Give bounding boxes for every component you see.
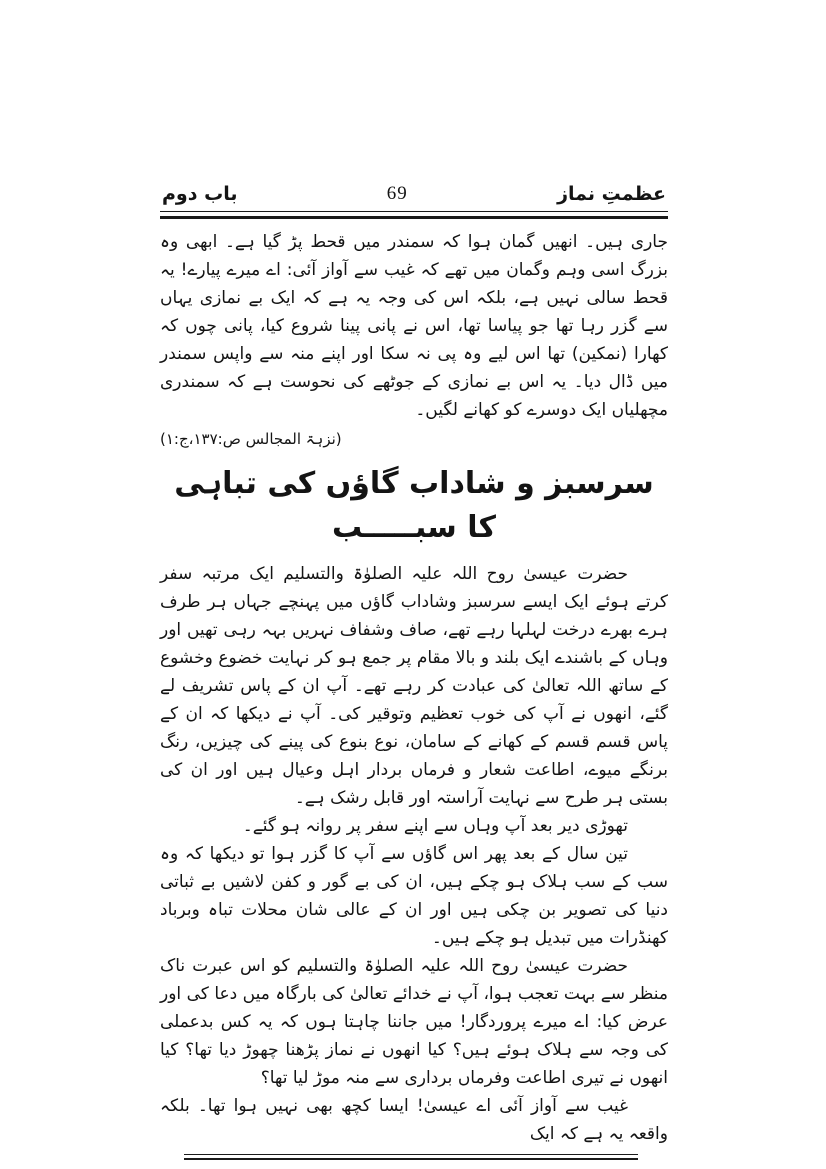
paragraph-return: تین سال کے بعد پھر اس گاؤں سے آپ کا گزر ہوا تو دیکھا کہ وہ سب کے سب ہلاک ہو چکے ہیں، ان کی بے گور و کفن لاشیں بے ثباتی دنیا کی تصویر بن چکی ہیں اور ان کے عالی شان محلات تباہ وبرباد کھنڈرات میں تبدیل ہو چکے ہیں۔ — [160, 844, 668, 948]
section-heading: سرسبز و شاداب گاؤں کی تباہی کا سبـــــب — [174, 466, 654, 545]
paragraph-village: حضرت عیسیٰ روح اللہ علیہ الصلوٰۃ والتسلیم ایک مرتبہ سفر کرتے ہوئے ایک ایسے سرسبز وشاداب گاؤں میں پہنچے جہاں ہر طرف ہرے بھرے درخت لہلہا رہے تھے، صاف وشفاف نہریں بہہ رہی تھیں اور وہاں کے باشندے ایک بلند و بالا مقام پر جمع ہو کر نہایت خضوع وخشوع کے ساتھ اللہ تعالیٰ کی عبادت کر رہے تھے۔ آپ ان کے پاس تشریف لے گئے، انھوں نے آپ کی خوب تعظیم وتوقیر کی۔ آپ نے دیکھا کہ ان کے پاس قسم قسم کے کھانے کے سامان، نوع بنوع کی پینے کی چیزیں، رنگ برنگے میوے، اطاعت شعار و فرماں بردار اہل وعیال ہیں اور ان کی بستی ہر طرح سے نہایت آراستہ اور قابل رشک ہے۔ — [160, 564, 668, 808]
citation-reference: (نزہۃ المجالس ص:۱۳۷،ج:۱) — [160, 430, 342, 448]
paragraph-continuation: جاری ہیں۔ انھیں گمان ہوا کہ سمندر میں قحط پڑ گیا ہے۔ ابھی وہ بزرگ اسی وہم وگمان میں تھے کہ غیب سے آواز آئی: اے میرے پیارے! یہ قحط سالی نہیں ہے، بلکہ اس کی وجہ یہ ہے کہ ایک بے نمازی یہاں سے گزر رہا تھا جو پیاسا تھا، اس نے پانی پینا شروع کیا، پانی چوں کہ کھارا (نمکین) تھا اس لیے وہ پی نہ سکا اور اپنے منہ سے واپس سمندر میں ڈال دیا۔ یہ اس بے نمازی کے جوٹھے کی نحوست ہے کہ سمندری مچھلیاں ایک دوسرے کو کھانے لگیں۔ — [160, 232, 668, 420]
footer-rule — [184, 1154, 638, 1160]
paragraph-departure: تھوڑی دیر بعد آپ وہاں سے اپنے سفر پر روانہ ہو گئے۔ — [242, 816, 628, 836]
text-block — [160, 182, 668, 1160]
chapter-title: باب دوم — [162, 183, 238, 205]
page-body — [160, 228, 668, 1148]
running-header — [160, 182, 668, 211]
paragraph-supplication: حضرت عیسیٰ روح اللہ علیہ الصلوٰۃ والتسلیم کو اس عبرت ناک منظر سے بہت تعجب ہوا، آپ نے خدائے تعالیٰ کی بارگاہ میں دعا کی اور عرض کیا: اے میرے پروردگار! میں جاننا چاہتا ہوں کہ یہ کس بدعملی کی وجہ سے ہلاک ہوئے ہیں؟ کیا انھوں نے نماز پڑھنا چھوڑ دیا تھا؟ کیا انھوں نے تیری اطاعت وفرماں برداری سے منہ موڑ لیا تھا؟ — [160, 956, 668, 1088]
header-rule — [160, 211, 668, 219]
page-number: 69 — [386, 183, 408, 204]
paragraph-voice: غیب سے آواز آئی اے عیسیٰ! ایسا کچھ بھی نہیں ہوا تھا۔ بلکہ واقعہ یہ ہے کہ ایک — [160, 1096, 668, 1144]
book-title: عظمتِ نماز — [557, 183, 666, 205]
